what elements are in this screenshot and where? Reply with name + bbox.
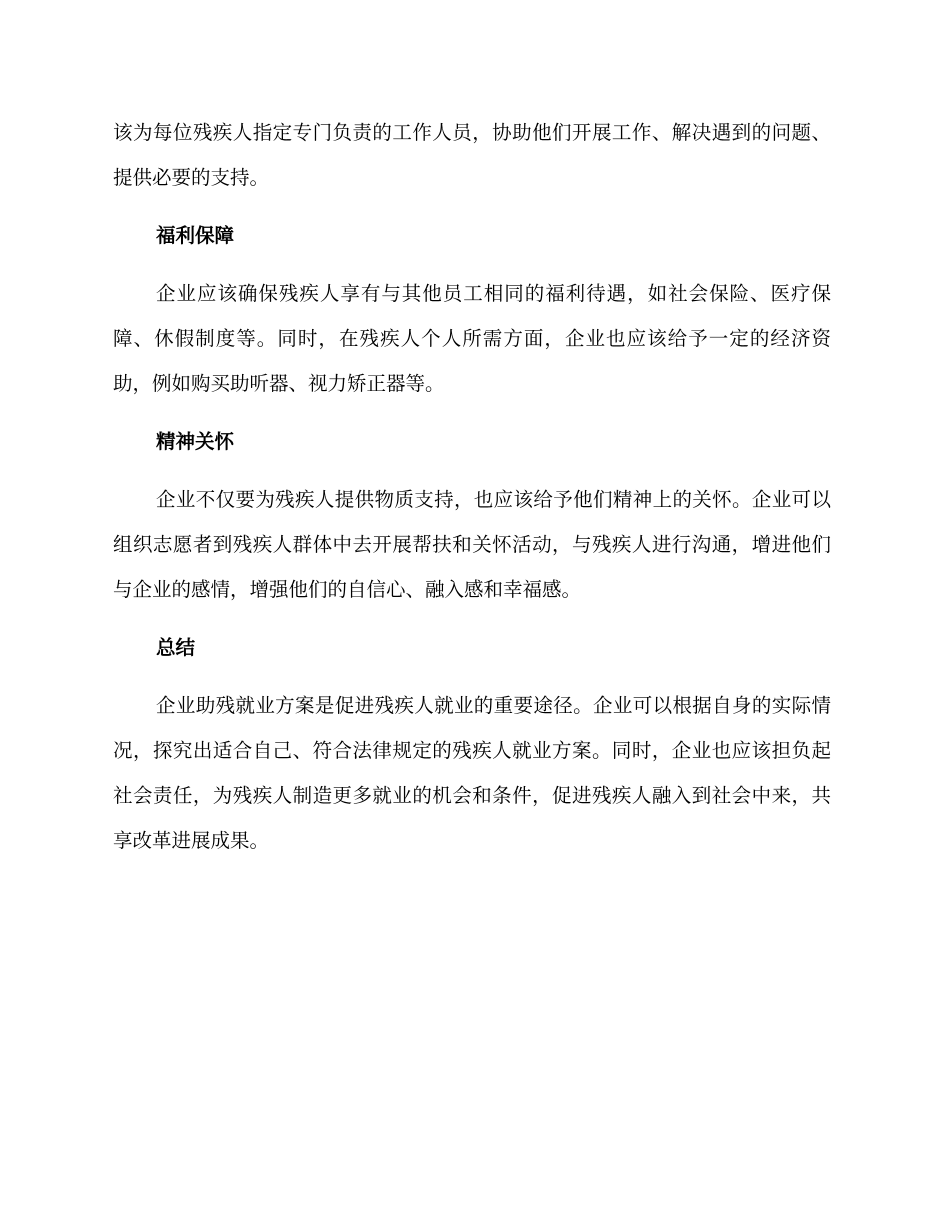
paragraph-support-staff: 该为每位残疾人指定专门负责的工作人员，协助他们开展工作、解决遇到的问题、提供必要的支持。 bbox=[113, 121, 831, 189]
heading-summary: 总结 bbox=[156, 636, 196, 659]
paragraph-spiritual-care: 企业不仅要为残疾人提供物质支持，也应该给予他们精神上的关怀。企业可以组织志愿者到残疾人群体中去开展帮扶和关怀活动，与残疾人进行沟通，增进他们与企业的感情，增强他们的自信心、融入感和幸福感。 bbox=[113, 488, 831, 601]
document-body bbox=[113, 110, 831, 876]
heading-spiritual-care: 精神关怀 bbox=[156, 430, 235, 453]
paragraph-summary: 企业助残就业方案是促进残疾人就业的重要途径。企业可以根据自身的实际情况，探究出适合自己、符合法律规定的残疾人就业方案。同时，企业也应该担负起社会责任，为残疾人制造更多就业的机会和条件，促进残疾人融入到社会中来，共享改革进展成果。 bbox=[113, 694, 831, 852]
paragraph-welfare: 企业应该确保残疾人享有与其他员工相同的福利待遇，如社会保险、医疗保障、休假制度等。同时，在残疾人个人所需方面，企业也应该给予一定的经济资助，例如购买助听器、视力矫正器等。 bbox=[113, 282, 831, 395]
heading-welfare: 福利保障 bbox=[156, 224, 235, 247]
